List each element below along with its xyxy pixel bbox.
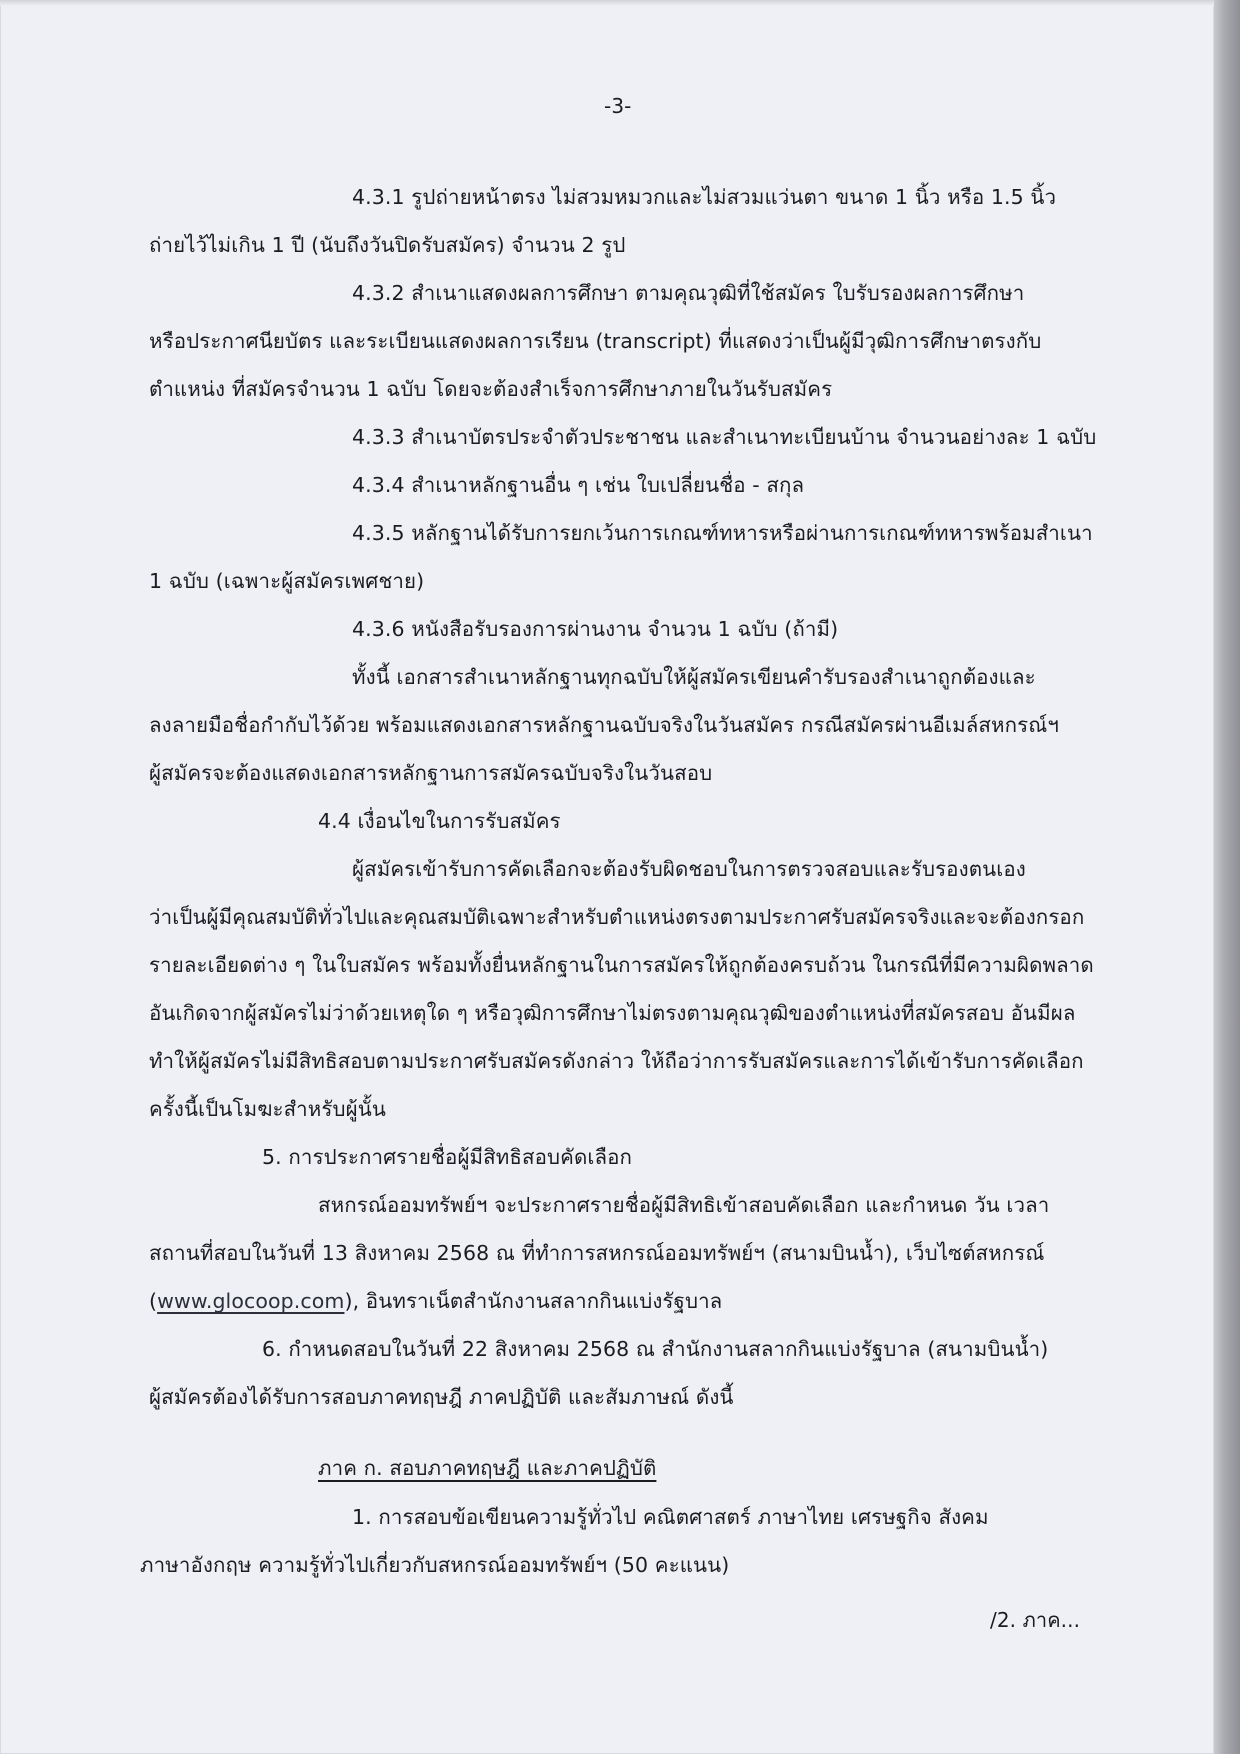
announcement-paragraph-line-1: สหกรณ์ออมทรัพย์ฯ จะประกาศรายชื่อผู้มีสิทธิเข้าสอบคัดเลือก และกำหนด วัน เวลา (318, 1193, 1050, 1217)
item-4-3-2-line-2: หรือประกาศนียบัตร และระเบียนแสดงผลการเรียน (transcript) ที่แสดงว่าเป็นผู้มีวุฒิการศึกษาตรงกับ (149, 329, 1042, 353)
website-link[interactable]: www.glocoop.com (157, 1289, 345, 1313)
conditions-paragraph-line-5: ทำให้ผู้สมัครไม่มีสิทธิสอบตามประกาศรับสมัครดังกล่าว ให้ถือว่าการรับสมัครและการได้เข้ารับการคัดเลือก (149, 1049, 1084, 1073)
item-4-3-1-line-1: 4.3.1 รูปถ่ายหน้าตรง ไม่สวมหมวกและไม่สวมแว่นตา ขนาด 1 นิ้ว หรือ 1.5 นิ้ว (352, 185, 1057, 209)
link-line-rest: ), อินทราเน็ตสำนักงานสลากกินแบ่งรัฐบาล (344, 1289, 723, 1313)
part-a-heading: ภาค ก. สอบภาคทฤษฎี และภาคปฏิบัติ (318, 1456, 657, 1480)
page-number: -3- (604, 94, 632, 118)
link-open-paren: ( (149, 1289, 158, 1313)
announcement-paragraph-line-3 (149, 1291, 722, 1312)
item-4-3-5-line-1: 4.3.5 หลักฐานได้รับการยกเว้นการเกณฑ์ทหารหรือผ่านการเกณฑ์ทหารพร้อมสำเนา (352, 521, 1093, 545)
section-5-title: 5. การประกาศรายชื่อผู้มีสิทธิสอบคัดเลือก (262, 1145, 633, 1169)
item-4-3-2-line-1: 4.3.2 สำเนาแสดงผลการศึกษา ตามคุณวุฒิที่ใช้สมัคร ใบรับรองผลการศึกษา (352, 281, 1025, 305)
conditions-paragraph-line-6: ครั้งนี้เป็นโมฆะสำหรับผู้นั้น (149, 1097, 386, 1121)
conditions-paragraph-line-2: ว่าเป็นผู้มีคุณสมบัติทั่วไปและคุณสมบัติเฉพาะสำหรับตำแหน่งตรงตามประกาศรับสมัครจริงและจะต้องกรอก (149, 905, 1085, 929)
part-a-item-1-line-1: 1. การสอบข้อเขียนความรู้ทั่วไป คณิตศาสตร์ ภาษาไทย เศรษฐกิจ สังคม (352, 1505, 989, 1529)
item-4-3-3: 4.3.3 สำเนาบัตรประจำตัวประชาชน และสำเนาทะเบียนบ้าน จำนวนอย่างละ 1 ฉบับ (352, 425, 1097, 449)
note-paragraph-line-2: ลงลายมือชื่อกำกับไว้ด้วย พร้อมแสดงเอกสารหลักฐานฉบับจริงในวันสมัคร กรณีสมัครผ่านอีเมล์สหกรณ์ฯ (149, 713, 1059, 737)
item-4-3-6: 4.3.6 หนังสือรับรองการผ่านงาน จำนวน 1 ฉบับ (ถ้ามี) (352, 617, 839, 641)
section-6-line-2: ผู้สมัครต้องได้รับการสอบภาคทฤษฎี ภาคปฏิบัติ และสัมภาษณ์ ดังนี้ (149, 1385, 734, 1409)
announcement-paragraph-line-2: สถานที่สอบในวันที่ 13 สิงหาคม 2568 ณ ที่ทำการสหกรณ์ออมทรัพย์ฯ (สนามบินน้ำ), เว็บไซต์สหกรณ์ (149, 1241, 1045, 1265)
scan-top-edge (0, 0, 1214, 6)
part-a-item-1-line-2: ภาษาอังกฤษ ความรู้ทั่วไปเกี่ยวกับสหกรณ์ออมทรัพย์ฯ (50 คะแนน) (140, 1553, 730, 1577)
conditions-paragraph-line-1: ผู้สมัครเข้ารับการคัดเลือกจะต้องรับผิดชอบในการตรวจสอบและรับรองตนเอง (352, 857, 1026, 881)
item-4-3-4: 4.3.4 สำเนาหลักฐานอื่น ๆ เช่น ใบเปลี่ยนชื่อ - สกุล (352, 473, 805, 497)
continuation-note: /2. ภาค... (990, 1608, 1081, 1632)
note-paragraph-line-1: ทั้งนี้ เอกสารสำเนาหลักฐานทุกฉบับให้ผู้สมัครเขียนคำรับรองสำเนาถูกต้องและ (352, 665, 1036, 689)
item-4-3-1-line-2: ถ่ายไว้ไม่เกิน 1 ปี (นับถึงวันปิดรับสมัคร) จำนวน 2 รูป (149, 233, 626, 257)
conditions-paragraph-line-4: อันเกิดจากผู้สมัครไม่ว่าด้วยเหตุใด ๆ หรือวุฒิการศึกษาไม่ตรงตามคุณวุฒิของตำแหน่งที่สมัครสอบ อันมีผล (149, 1001, 1076, 1025)
note-paragraph-line-3: ผู้สมัครจะต้องแสดงเอกสารหลักฐานการสมัครฉบับจริงในวันสอบ (149, 761, 713, 785)
item-4-3-2-line-3: ตำแหน่ง ที่สมัครจำนวน 1 ฉบับ โดยจะต้องสำเร็จการศึกษาภายในวันรับสมัคร (149, 377, 833, 401)
conditions-paragraph-line-3: รายละเอียดต่าง ๆ ในใบสมัคร พร้อมทั้งยื่นหลักฐานในการสมัครให้ถูกต้องครบถ้วน ในกรณีที่มีความผิดพลาด (149, 953, 1094, 977)
section-4-4-title: 4.4 เงื่อนไขในการรับสมัคร (318, 809, 561, 833)
section-6-line-1: 6. กำหนดสอบในวันที่ 22 สิงหาคม 2568 ณ สำนักงานสลากกินแบ่งรัฐบาล (สนามบินน้ำ) (262, 1337, 1049, 1361)
item-4-3-5-line-2: 1 ฉบับ (เฉพาะผู้สมัครเพศชาย) (149, 569, 425, 593)
scan-right-edge (1214, 0, 1240, 1754)
